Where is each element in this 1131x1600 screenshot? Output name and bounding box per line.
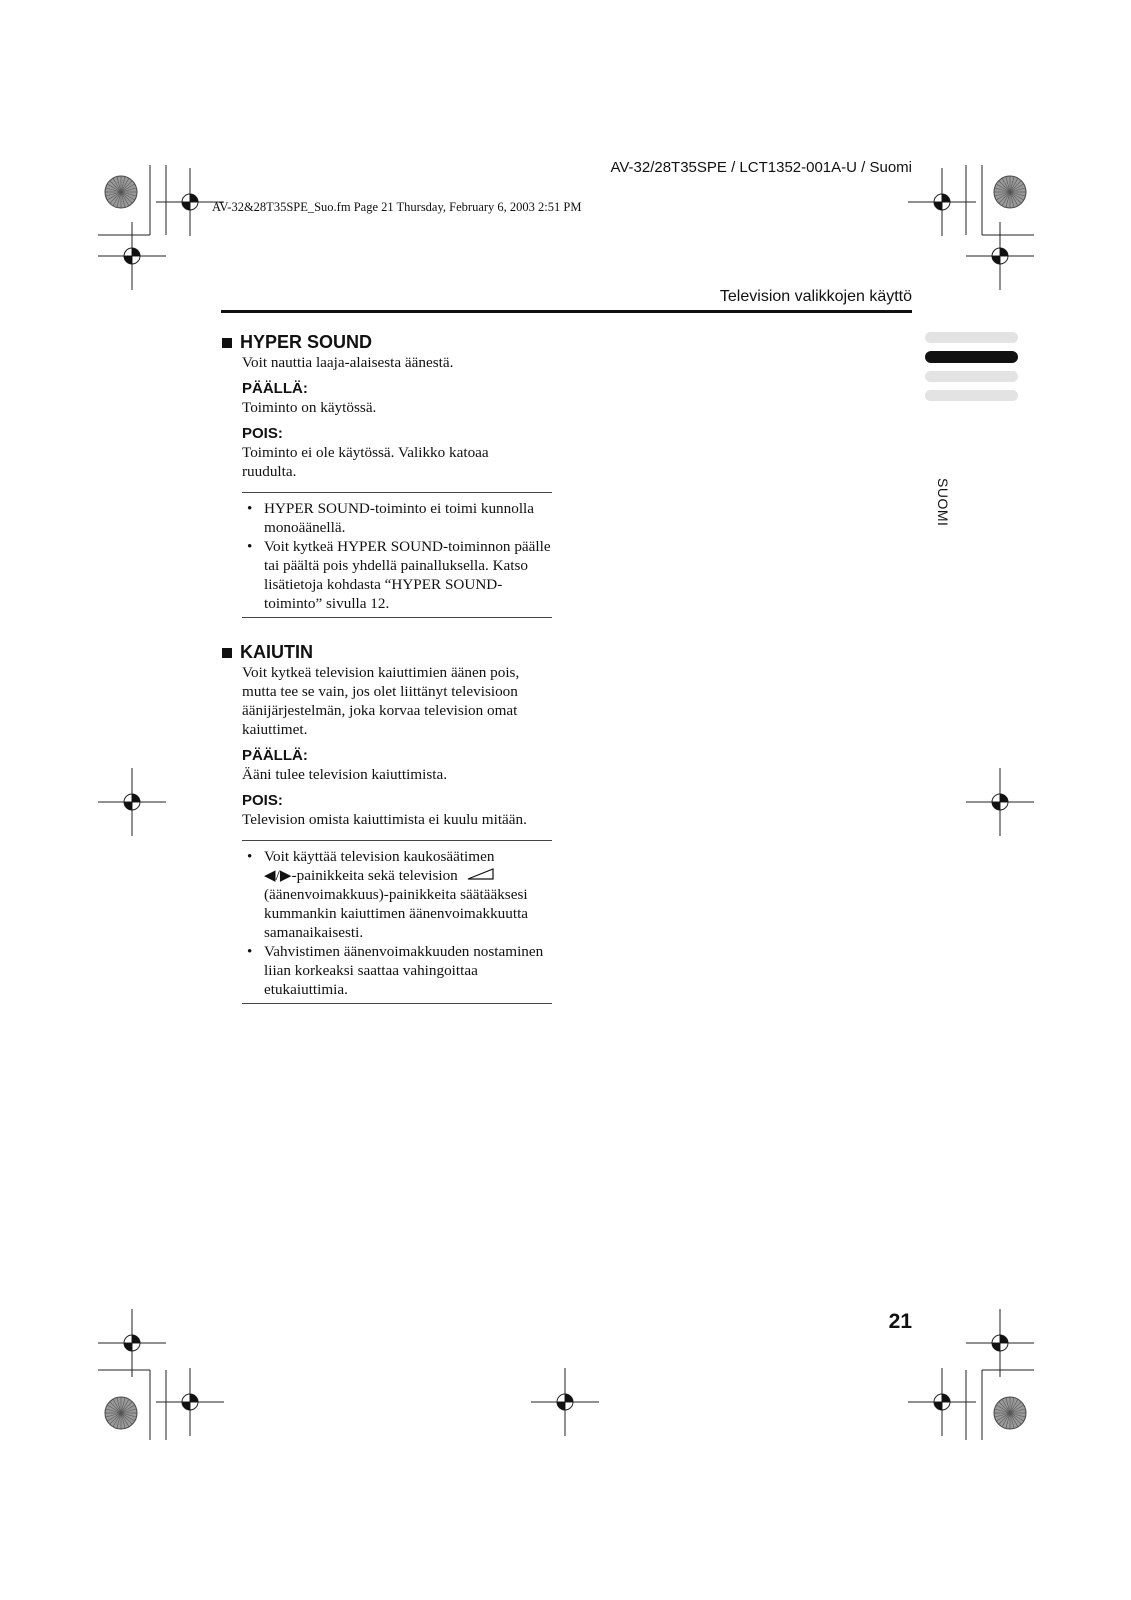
bullet-dot: • — [247, 943, 253, 960]
document-id: AV-32/28T35SPE / LCT1352-001A-U / Suomi — [610, 159, 912, 176]
hyper-sound-description: Voit nauttia laaja-alaisesta äänestä. — [242, 354, 454, 371]
language-tab-bar — [925, 332, 1018, 343]
square-bullet-icon — [222, 648, 232, 658]
section-title: Television valikkojen käyttö — [719, 288, 912, 305]
language-tab-bar — [925, 371, 1018, 382]
kaiutin-on-text: Ääni tulee television kaiuttimista. — [242, 766, 447, 783]
square-bullet-icon — [222, 338, 232, 348]
kaiutin-title: KAIUTIN — [240, 642, 313, 662]
hyper-sound-notes — [242, 492, 552, 618]
kaiutin-notes — [242, 840, 552, 1004]
language-label: SUOMI — [935, 478, 951, 527]
note-text: -painikkeita sekä television — [291, 867, 458, 884]
hyper-sound-section — [222, 332, 552, 618]
hyper-sound-off-label: POIS: — [242, 425, 283, 442]
language-tab-bar — [925, 390, 1018, 401]
hyper-sound-heading — [222, 332, 552, 353]
page-number: 21 — [888, 1310, 912, 1333]
note-text: (äänenvoimakkuus)-painikkeita säätääksesi kummankin kaiuttimen äänenvoimakkuutta samanaikaisesti. — [264, 886, 529, 941]
volume-ramp-icon — [466, 867, 496, 881]
note-item — [242, 537, 552, 613]
hyper-sound-on-label: PÄÄLLÄ: — [242, 380, 308, 397]
kaiutin-off-text: Television omista kaiuttimista ei kuulu mitään. — [242, 811, 527, 828]
hyper-sound-on-text: Toiminto on käytössä. — [242, 399, 377, 416]
note-item — [242, 847, 552, 942]
note-item — [242, 942, 552, 999]
language-tab-bar-active — [925, 351, 1018, 363]
note-text: Vahvistimen äänenvoimakkuuden nostaminen liian korkeaksi saattaa vahingoittaa etukaiuttimia. — [264, 943, 544, 998]
hyper-sound-title: HYPER SOUND — [240, 332, 373, 352]
kaiutin-on-label: PÄÄLLÄ: — [242, 747, 308, 764]
bullet-dot: • — [247, 848, 253, 865]
hyper-sound-off-text: Toiminto ei ole käytössä. Valikko katoaa ruudulta. — [242, 444, 489, 480]
file-info: AV-32&28T35SPE_Suo.fm Page 21 Thursday, February 6, 2003 2:51 PM — [212, 200, 582, 214]
kaiutin-section — [222, 642, 552, 1004]
bullet-dot: • — [247, 538, 253, 555]
kaiutin-off-label: POIS: — [242, 792, 283, 809]
kaiutin-heading — [222, 642, 552, 663]
kaiutin-description: Voit kytkeä television kaiuttimien äänen pois, mutta tee se vain, jos olet liittänyt televisioon äänijärjestelmän, joka korvaa television omat kaiuttimet. — [242, 664, 520, 738]
arrow-icons: ◀/▶ — [264, 867, 292, 884]
note-item — [242, 499, 552, 537]
note-text: Voit kytkeä HYPER SOUND-toiminnon päälle tai päältä pois yhdellä painalluksella. Katso lisätietoja kohdasta “HYPER SOUND-toiminto” sivulla 12. — [264, 538, 551, 612]
header-rule — [221, 310, 912, 313]
note-text: Voit käyttää television kaukosäätimen — [264, 848, 495, 865]
note-text: HYPER SOUND-toiminto ei toimi kunnolla monoäänellä. — [264, 500, 535, 536]
bullet-dot: • — [247, 500, 253, 517]
